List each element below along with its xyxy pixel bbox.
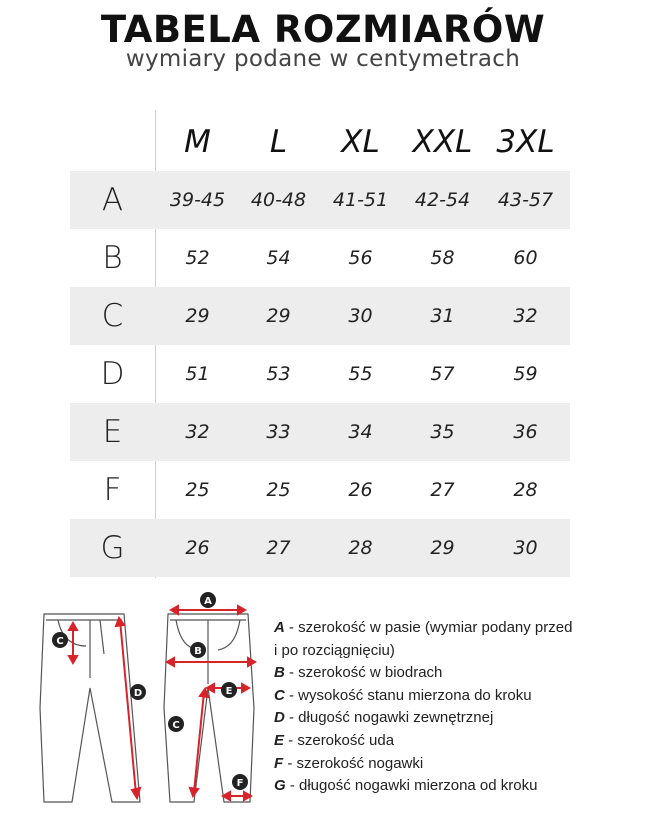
table-cell: 25 [185, 479, 210, 501]
legend-key: F [274, 754, 284, 772]
legend-item [274, 730, 624, 753]
table-row [70, 345, 570, 403]
table-row [70, 171, 570, 229]
legend-key: E [274, 731, 285, 749]
table-cell: 58 [430, 247, 455, 269]
row-label: F [103, 472, 122, 508]
marker-f [232, 774, 248, 790]
table-cell: 42-54 [414, 189, 471, 211]
page-subtitle: wymiary podane w centymetrach [125, 46, 521, 72]
marker-b [190, 642, 206, 658]
table-cell: 56 [348, 247, 373, 269]
svg-text:F: F [236, 778, 244, 789]
column-header: XXL [412, 124, 473, 160]
legend-key: D [274, 709, 285, 727]
legend-text: i po rozciągnięciu) [274, 641, 395, 659]
legend-item [274, 707, 624, 730]
table-cell: 29 [430, 537, 455, 559]
legend-text: - długość nogawki mierzona od kroku [285, 777, 538, 795]
measurement-legend [274, 617, 624, 798]
svg-text:A: A [204, 596, 212, 607]
column-header: XL [341, 124, 380, 160]
legend-item [274, 662, 624, 685]
column-header: 3XL [496, 124, 555, 160]
row-label: G [100, 530, 125, 566]
legend-key: A [274, 619, 285, 636]
table-cell: 60 [513, 247, 538, 269]
legend-text: - wysokość stanu mierzona do kroku [284, 686, 532, 704]
table-cell: 33 [266, 421, 291, 443]
table-row [70, 519, 570, 577]
legend-key: C [274, 686, 285, 704]
table-cell: 28 [513, 479, 538, 501]
row-label: E [102, 414, 123, 450]
table-cell: 59 [513, 363, 538, 385]
table-row [70, 287, 570, 345]
svg-text:D: D [133, 688, 143, 699]
page-title: TABELA ROZMIARÓW [100, 8, 546, 51]
marker-e [221, 682, 237, 698]
table-cell: 41-51 [332, 189, 389, 211]
row-label: C [101, 298, 124, 334]
column-header: M [184, 124, 211, 160]
table-cell: 28 [348, 537, 373, 559]
svg-text:E: E [225, 686, 233, 697]
table-cell: 30 [513, 537, 538, 559]
legend-text: - długość nogawki zewnętrznej [284, 709, 494, 727]
legend-item [274, 640, 624, 663]
column-header: L [269, 124, 288, 160]
table-cell: 29 [266, 305, 291, 327]
table-cell: 29 [185, 305, 210, 327]
table-cell: 39-45 [169, 189, 226, 211]
marker-d [130, 684, 146, 700]
table-cell: 34 [348, 421, 373, 443]
table-cell: 27 [430, 479, 455, 501]
marker-c-left [52, 632, 68, 648]
legend-text: - szerokość w pasie (wymiar podany przed [284, 619, 573, 636]
legend-item [274, 617, 624, 640]
table-cell: 25 [266, 479, 291, 501]
table-cell: 26 [348, 479, 373, 501]
legend-key: B [274, 664, 285, 682]
table-cell: 40-48 [250, 189, 307, 211]
row-label: B [102, 240, 123, 276]
table-cell: 30 [348, 305, 373, 327]
table-cell: 53 [266, 363, 291, 385]
table-cell: 57 [430, 363, 455, 385]
legend-text: - szerokość w biodrach [284, 664, 443, 682]
legend-item [274, 753, 624, 776]
row-label: D [100, 356, 125, 392]
table-cell: 26 [185, 537, 210, 559]
table-cell: 43-57 [497, 189, 554, 211]
legend-item [274, 685, 624, 708]
svg-text:C: C [56, 636, 64, 647]
pants-back-drawing [164, 614, 254, 802]
table-row [70, 403, 570, 461]
table-cell: 27 [266, 537, 291, 559]
marker-a [200, 592, 216, 608]
table-cell: 32 [513, 305, 538, 327]
table-cell: 54 [266, 247, 291, 269]
table-cell: 55 [348, 363, 373, 385]
legend-item [274, 775, 624, 798]
table-cell: 51 [185, 363, 210, 385]
svg-text:B: B [194, 646, 202, 657]
legend-key: G [274, 777, 286, 795]
table-cell: 35 [430, 421, 455, 443]
legend-text: - szerokość nogawki [283, 754, 424, 772]
pants-diagram [28, 588, 268, 813]
table-row [70, 461, 570, 519]
table-cell: 31 [430, 305, 455, 327]
header-row [70, 110, 570, 170]
table-cell: 36 [513, 421, 538, 443]
legend-text: - szerokość uda [284, 731, 395, 749]
row-label: A [101, 182, 124, 218]
svg-text:C: C [172, 720, 180, 731]
table-cell: 32 [185, 421, 210, 443]
table-row [70, 229, 570, 287]
table-cell: 52 [185, 247, 210, 269]
marker-c-right [168, 716, 184, 732]
